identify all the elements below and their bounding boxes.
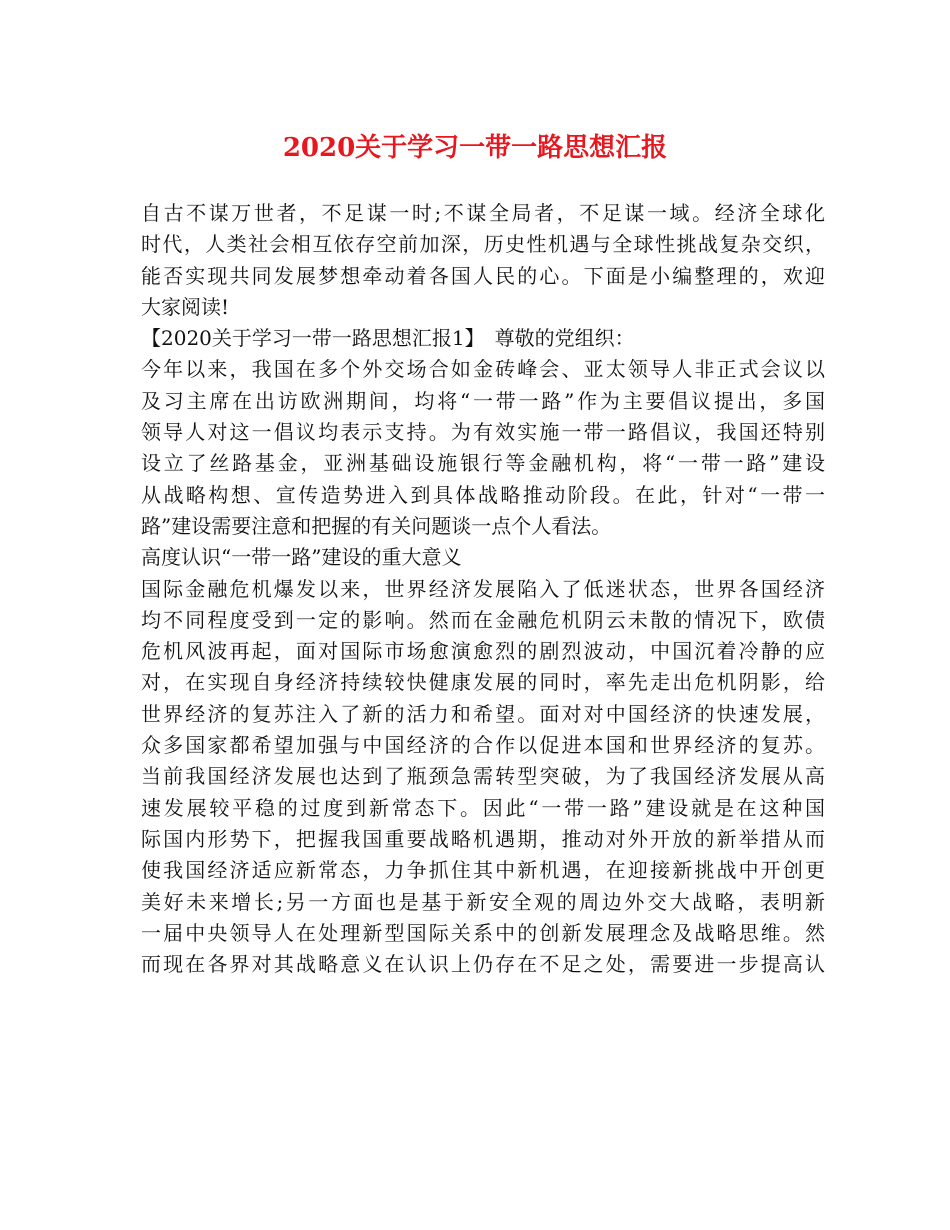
body-line: 设立了丝路基金，亚洲基础设施银行等金融机构，将“一带一路”建设 [141,451,825,476]
body-line: 危机风波再起，面对国际市场愈演愈烈的剧烈波动，中国沉着冷静的应 [141,639,825,664]
section-heading: 【2020关于学习一带一路思想汇报1】 尊敬的党组织： [141,326,635,351]
document-title: 2020关于学习一带一路思想汇报 [282,133,668,163]
body-line: 从战略构想、宣传造势进入到具体战略推动阶段。在此，针对“一带一 [141,482,825,507]
body-line: 均不同程度受到一定的影响。然而在金融危机阴云未散的情况下，欧债 [141,607,825,632]
document-body [141,198,825,980]
body-line: 速发展较平稳的过度到新常态下。因此“一带一路”建设就是在这种国 [141,795,825,820]
body-line: 今年以来，我国在多个外交场合如金砖峰会、亚太领导人非正式会议以 [141,357,825,382]
body-line: 美好未来增长;另一方面也是基于新安全观的周边外交大战略，表明新 [141,889,825,914]
body-line: 而现在各界对其战略意义在认识上仍存在不足之处，需要进一步提高认 [141,952,825,977]
body-line: 路”建设需要注意和把握的有关问题谈一点个人看法。 [141,513,612,538]
body-line: 自古不谋万世者，不足谋一时;不谋全局者，不足谋一域。经济全球化 [141,201,825,225]
body-line: 一届中央领导人在处理新型国际关系中的创新发展理念及战略思维。然 [141,920,825,945]
body-line: 国际金融危机爆发以来，世界经济发展陷入了低迷状态，世界各国经济 [141,576,825,601]
body-line: 能否实现共同发展梦想牵动着各国人民的心。下面是小编整理的，欢迎 [141,263,825,288]
body-line: 对，在实现自身经济持续较快健康发展的同时，率先走出危机阴影，给 [141,670,825,695]
body-line: 世界经济的复苏注入了新的活力和希望。面对对中国经济的快速发展， [141,701,825,726]
body-line: 领导人对这一倡议均表示支持。为有效实施一带一路倡议，我国还特别 [141,420,825,445]
body-line: 当前我国经济发展也达到了瓶颈急需转型突破，为了我国经济发展从高 [141,764,825,789]
body-line: 大家阅读! [141,294,230,319]
body-line: 时代，人类社会相互依存空前加深，历史性机遇与全球性挑战复杂交织， [141,232,825,257]
body-line: 使我国经济适应新常态，力争抓住其中新机遇，在迎接新挑战中开创更 [141,858,825,883]
section-heading: 高度认识“一带一路”建设的重大意义 [141,545,462,570]
body-line: 众多国家都希望加强与中国经济的合作以促进本国和世界经济的复苏。 [141,733,825,758]
body-line: 及习主席在出访欧洲期间，均将“一带一路”作为主要倡议提出，多国 [141,388,825,413]
body-line: 际国内形势下，把握我国重要战略机遇期，推动对外开放的新举措从而 [141,826,825,851]
